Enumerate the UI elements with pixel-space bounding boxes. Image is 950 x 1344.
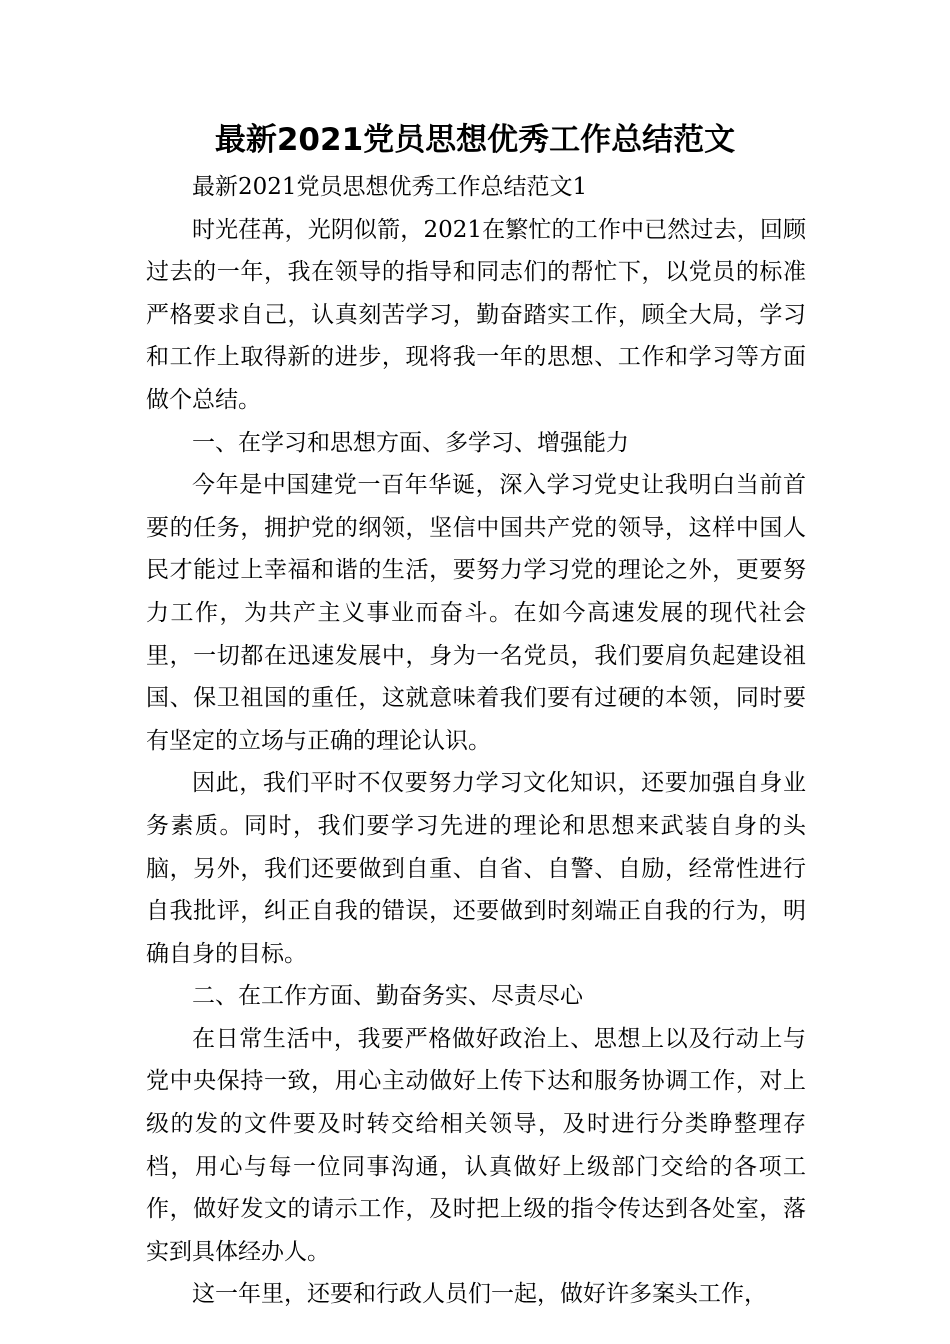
document-body [146, 166, 806, 1316]
document-title: 最新2021党员思想优秀工作总结范文 [214, 122, 736, 158]
section-heading: 一、在学习和思想方面、多学习、增强能力 [192, 429, 629, 456]
body-paragraph: 时光荏苒，光阴似箭，2021在繁忙的工作中已然过去，回顾过去的一年，我在领导的指导和同志们的帮忙下，以党员的标准严格要求自己，认真刻苦学习，勤奋踏实工作，顾全大局，学习和工作上取得新的进步，现将我一年的思想、工作和学习等方面做个总结。 [146, 216, 806, 413]
body-paragraph: 在日常生活中，我要严格做好政治上、思想上以及行动上与党中央保持一致，用心主动做好上传下达和服务协调工作，对上级的发的文件要及时转交给相关领导，及时进行分类睁整理存档，用心与每一位同事沟通，认真做好上级部门交给的各项工作，做好发文的请示工作，及时把上级的指令传达到各处室，落实到具体经办人。 [146, 1025, 806, 1265]
section-heading: 二、在工作方面、勤奋务实、尽责尽心 [192, 983, 583, 1010]
subtitle-paragraph: 最新2021党员思想优秀工作总结范文1 [192, 174, 588, 200]
body-paragraph: 因此，我们平时不仅要努力学习文化知识，还要加强自身业务素质。同时，我们要学习先进的理论和思想来武装自身的头脑，另外，我们还要做到自重、自省、自警、自励，经常性进行自我批评，纠正自我的错误，还要做到时刻端正自我的行为，明确自身的目标。 [146, 770, 806, 967]
body-paragraph: 今年是中国建党一百年华诞，深入学习党史让我明白当前首要的任务，拥护党的纲领，坚信中国共产党的领导，这样中国人民才能过上幸福和谐的生活，要努力学习党的理论之外，更要努力工作，为共产主义事业而奋斗。在如今高速发展的现代社会里，一切都在迅速发展中，身为一名党员，我们要肩负起建设祖国、保卫祖国的重任，这就意味着我们要有过硬的本领，同时要有坚定的立场与正确的理论认识。 [146, 472, 806, 754]
body-paragraph: 这一年里，还要和行政人员们一起，做好许多案头工作， [192, 1281, 767, 1308]
